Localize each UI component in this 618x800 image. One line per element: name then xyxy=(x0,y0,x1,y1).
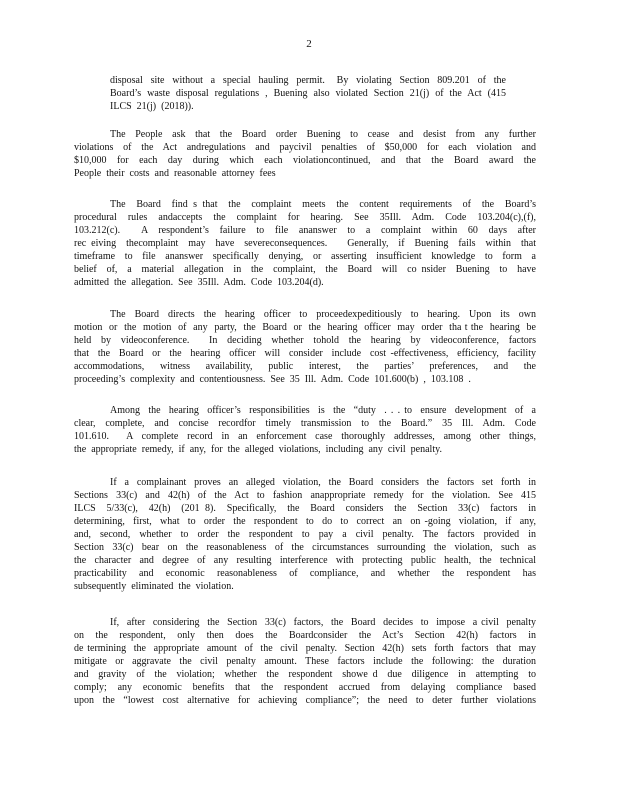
text-line: proceeding’s complexity and contentiousness. See 35 Ill. Adm. Code 101.600(b) , 103.108 . xyxy=(74,374,471,385)
text-line: comply; any economic benefits that the respondent accrued from delaying compliance based xyxy=(74,682,536,693)
text-line: Section 33(c) bear on the reasonableness of the circumstances surrounding the violation, such as xyxy=(74,542,536,553)
text-line: accommodations, witness availability, public interest, the parties’ preferences, and the xyxy=(74,361,536,372)
text-line: timeframe to file ananswer specifically denying, or asserting insufficient knowledge to form a xyxy=(74,251,536,262)
text-line: Sections 33(c) and 42(h) of the Act to fashion anappropriate remedy for the violation. See 415 xyxy=(74,490,536,501)
page-number: 2 xyxy=(306,38,312,50)
paragraph-complaint-accepted xyxy=(74,198,536,289)
text-line: on the respondent, only then does the Boardconsider the Act’s Section 42(h) factors in xyxy=(74,630,536,641)
text-line: motion or the motion of any party, the Board or the hearing officer may order tha t the hearing be xyxy=(74,322,536,333)
text-line: belief of, a material allegation in the complaint, the Board will co nsider Buening to have xyxy=(74,264,536,275)
text-line: de termining the appropriate amount of the civil penalty. Section 42(h) sets forth factors that may xyxy=(74,643,536,654)
paragraph-hearing-officer-duties xyxy=(74,404,536,456)
text-line: determining, first, what to order the respondent to do to correct an on -going violation, if any, xyxy=(74,516,536,527)
text-line: ILCS 5/33(c), 42(h) (201 8). Specifically, the Board considers the Section 33(c) factors in xyxy=(74,503,536,514)
paragraph-section-42h xyxy=(74,616,536,707)
text-line: upon the “lowest cost alternative for achieving compliance”; the need to deter further violations xyxy=(74,695,536,706)
text-line: The Board find s that the complaint meets the content requirements of the Board’s xyxy=(110,199,536,210)
text-line: admitted the allegation. See 35Ill. Adm. Code 103.204(d). xyxy=(74,277,324,288)
text-line: rec eiving thecomplaint may have severeconsequences. Generally, if Buening fails within that xyxy=(74,238,536,249)
text-line: violations of the Act andregulations and paycivil penalties of $50,000 for each violation and xyxy=(74,142,536,153)
text-line: The People ask that the Board order Buening to cease and desist from any further xyxy=(110,129,536,140)
text-line: Board’s waste disposal regulations , Buening also violated Section 21(j) of the Act (415 xyxy=(110,88,506,99)
text-line: If, after considering the Section 33(c) factors, the Board decides to impose a civil penalty xyxy=(110,617,536,628)
text-line: 101.610. A complete record in an enforcement case thoroughly addresses, among other things, xyxy=(74,431,536,442)
text-line: 103.212(c). A respondent’s failure to file ananswer to a complaint within 60 days after xyxy=(74,225,536,236)
text-line: $10,000 for each day during which each violationcontinued, and that the Board award the xyxy=(74,155,536,166)
text-line: clear, complete, and concise recordfor timely transmission to the Board.” 35 Ill. Adm. Code xyxy=(74,418,536,429)
text-line: the character and degree of any resulting interference with protecting public health, the technical xyxy=(74,555,536,566)
text-line: ILCS 21(j) (2018)). xyxy=(110,101,194,112)
text-line: People their costs and reasonable attorney fees xyxy=(74,168,276,179)
text-line: held by videoconference. In deciding whether tohold the hearing by videoconference, factors xyxy=(74,335,536,346)
text-line: that the Board or the hearing officer will consider include cost -effectiveness, efficiency, facility xyxy=(74,348,536,359)
text-line: the appropriate remedy, if any, for the alleged violations, including any civil penalty. xyxy=(74,444,442,455)
text-line: procedural rules andaccepts the complaint for hearing. See 35Ill. Adm. Code 103.204(c),(f), xyxy=(74,212,536,223)
text-line: The Board directs the hearing officer to proceedexpeditiously to hearing. Upon its own xyxy=(110,309,536,320)
text-line: mitigate or aggravate the civil penalty amount. These factors include the following: the duration xyxy=(74,656,536,667)
text-line: and, second, whether to order the respondent to pay a civil penalty. The factors provided in xyxy=(74,529,536,540)
text-line: subsequently eliminated the violation. xyxy=(74,581,234,592)
text-line: If a complainant proves an alleged violation, the Board considers the factors set forth in xyxy=(110,477,536,488)
paragraph-requested-relief xyxy=(74,128,536,180)
text-line: disposal site without a special hauling permit. By violating Section 809.201 of the xyxy=(110,75,506,86)
text-line: practicability and economic reasonableness of compliance, and whether the respondent has xyxy=(74,568,536,579)
paragraph-section-33c xyxy=(74,476,536,593)
text-line: and gravity of the violation; whether the respondent showe d due diligence in attempting to xyxy=(74,669,536,680)
text-line: Among the hearing officer’s responsibilities is the “duty . . . to ensure development of a xyxy=(110,405,536,416)
paragraph-hearing-officer xyxy=(74,308,536,386)
paragraph-continuation xyxy=(110,74,506,113)
